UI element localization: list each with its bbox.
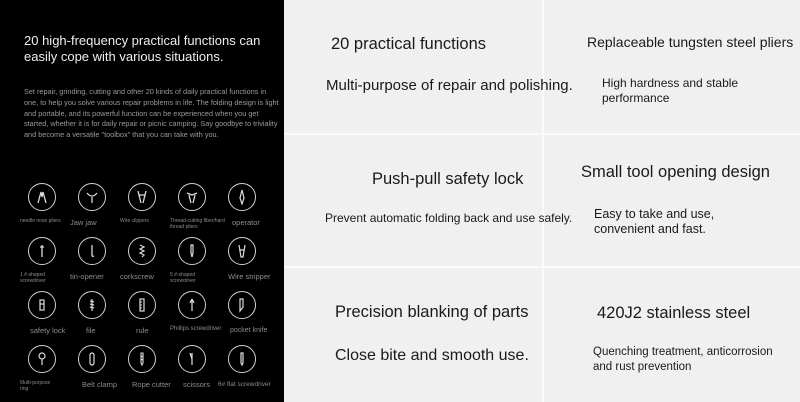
feature-title: Precision blanking of parts xyxy=(335,303,529,321)
left-panel xyxy=(0,0,284,402)
tool-rope-cutter xyxy=(120,345,172,395)
ruler-icon xyxy=(128,291,156,319)
tool-jaw xyxy=(70,183,122,233)
tool-pocket-knife xyxy=(220,291,272,341)
thread-pliers-icon xyxy=(178,183,206,211)
feature-title: 20 practical functions xyxy=(331,35,487,53)
tool-cross-screwdriver xyxy=(20,237,72,287)
divider-horizontal xyxy=(284,266,800,268)
tool-screwdriver-5 xyxy=(170,237,222,287)
feature-desc: Close bite and smooth use. xyxy=(335,347,529,364)
tool-tin-opener xyxy=(70,237,122,287)
tool-operator xyxy=(220,183,272,233)
tool-label: Rope cutter xyxy=(132,380,171,389)
tool-label: pocket knife xyxy=(230,327,268,334)
jaw-icon xyxy=(78,183,106,211)
feature-desc: Multi-purpose of repair and polishing. xyxy=(326,77,573,94)
tool-flat-screwdriver xyxy=(220,345,272,395)
tool-label: 1 #-shaped screwdriver xyxy=(20,272,46,284)
scissors-icon xyxy=(178,345,206,373)
divider-horizontal xyxy=(284,133,800,135)
tool-label: needle nose pliers xyxy=(20,218,61,224)
tool-label: safety lock xyxy=(30,326,66,335)
tool-label: 6# flat screwdriver xyxy=(218,381,271,388)
divider-vertical xyxy=(542,0,544,402)
knife-icon xyxy=(228,183,256,211)
phillips-icon xyxy=(178,291,206,319)
tool-label: file xyxy=(86,326,96,335)
pocket-knife-icon xyxy=(228,291,256,319)
left-heading: 20 high-frequency practical functions can easily cope with various situations. xyxy=(24,33,261,64)
feature-desc: High hardness and stable performance xyxy=(602,76,739,105)
feature-title: Replaceable tungsten steel pliers xyxy=(587,34,794,50)
ring-icon xyxy=(28,345,56,373)
feature-title: 420J2 stainless steel xyxy=(597,304,751,322)
tool-label: operator xyxy=(232,218,260,227)
feature-desc: Quenching treatment, anticorrosion and rust prevention xyxy=(593,346,773,373)
tool-rule xyxy=(120,291,172,341)
tin-opener-icon xyxy=(78,237,106,265)
tool-belt-clamp xyxy=(70,345,122,395)
tool-label: Thread-cutting fiber/hard thread pliers xyxy=(170,218,225,230)
tool-label: 5 #-shaped screwdriver xyxy=(170,272,196,284)
tool-label: Belt clamp xyxy=(82,380,118,389)
lock-icon xyxy=(28,291,56,319)
tool-wire-stripper xyxy=(220,237,272,287)
tool-label: rule xyxy=(136,326,149,335)
tool-corkscrew xyxy=(120,237,172,287)
wire-stripper-icon xyxy=(228,237,256,265)
tool-label: scissors xyxy=(183,380,211,389)
feature-title: Push-pull safety lock xyxy=(372,170,524,188)
features-panel xyxy=(284,0,800,402)
tool-safety-lock xyxy=(20,291,72,341)
tool-scissors xyxy=(170,345,222,395)
flat-screwdriver-icon xyxy=(228,345,256,373)
wire-clippers-icon xyxy=(128,183,156,211)
tool-label: Wire stripper xyxy=(228,272,271,281)
feature-title: Small tool opening design xyxy=(581,163,770,181)
tool-label: Wire clippers xyxy=(120,218,149,224)
file-icon xyxy=(78,291,106,319)
cross-screwdriver-icon xyxy=(28,237,56,265)
tool-phillips xyxy=(170,291,222,341)
tool-wire-clippers xyxy=(120,183,172,233)
tool-label: Jaw jaw xyxy=(70,218,97,227)
feature-desc: Prevent automatic folding back and use safely. xyxy=(325,211,573,225)
left-body: Set repair, grinding, cutting and other 20 kinds of daily practical functions in one, to help you solve various repair problems in life. The folding design is light and portable, and its powerful function can be experienced when you get started, whether it is for daily repair or picnic camping. Say goodbye to triviality and become a versatile "toolbox" that you can take with you. xyxy=(24,87,279,140)
tool-ring xyxy=(20,345,72,395)
tool-label: Multi-purpose ring xyxy=(20,380,51,392)
tool-label: corkscrew xyxy=(120,272,154,281)
rope-cutter-icon xyxy=(128,345,156,373)
tool-thread-pliers xyxy=(170,183,225,233)
corkscrew-icon xyxy=(128,237,156,265)
needle-nose-pliers-icon xyxy=(28,183,56,211)
belt-clamp-icon xyxy=(78,345,106,373)
tool-label: Phillips screwdriver xyxy=(170,326,222,332)
tool-file xyxy=(70,291,122,341)
screwdriver-icon xyxy=(178,237,206,265)
feature-desc: Easy to take and use, convenient and fast. xyxy=(594,207,715,236)
tool-label: tin-opener xyxy=(70,272,104,281)
tool-needle-nose-pliers xyxy=(20,183,72,233)
